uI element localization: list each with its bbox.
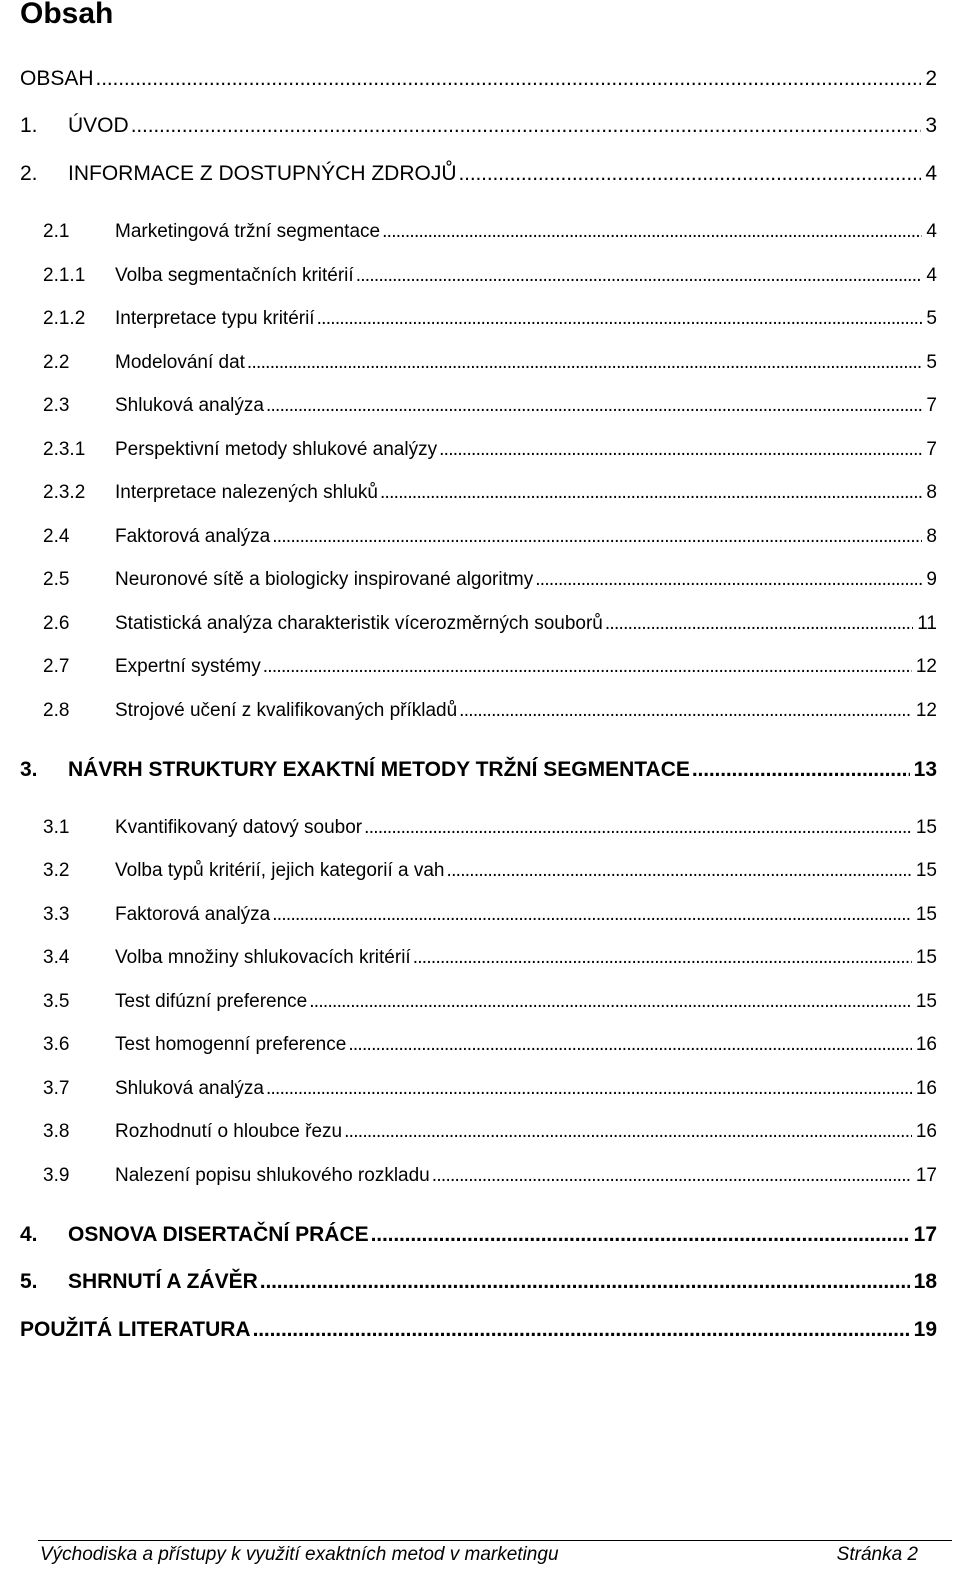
toc-leader-dots — [432, 1165, 912, 1187]
toc-entry[interactable] — [43, 1165, 937, 1195]
toc-entry[interactable] — [43, 1121, 937, 1151]
toc-leader-dots — [272, 904, 912, 926]
toc-entry[interactable] — [20, 114, 937, 144]
toc-entry-number: 2.5 — [43, 569, 70, 590]
toc-entry-page: 4 — [926, 221, 937, 242]
toc-entry-page: 19 — [913, 1318, 937, 1341]
toc-leader-dots — [247, 352, 923, 374]
toc-entry[interactable] — [43, 308, 937, 338]
toc-leader-dots — [413, 947, 912, 969]
toc-leader-dots — [266, 1078, 912, 1100]
toc-leader-dots — [96, 67, 922, 91]
toc-leader-dots — [459, 700, 912, 722]
toc-entry-label: Faktorová analýza — [115, 526, 271, 547]
toc-leader-dots — [348, 1034, 912, 1056]
toc-leader-dots — [260, 1270, 910, 1294]
toc-entry-page: 4 — [926, 265, 937, 286]
toc-entry-number: 3.2 — [43, 860, 70, 881]
toc-entry[interactable] — [43, 817, 937, 847]
toc-entry-page: 18 — [913, 1270, 937, 1293]
toc-entry-page: 15 — [915, 947, 937, 968]
toc-entry-page: 7 — [926, 395, 937, 416]
page-footer — [40, 1544, 918, 1566]
toc-entry[interactable] — [43, 860, 937, 890]
toc-entry-page: 17 — [913, 1223, 937, 1246]
toc-leader-dots — [266, 395, 922, 417]
toc-entry-page: 11 — [917, 613, 937, 634]
toc-entry-page: 8 — [926, 482, 937, 503]
toc-entry-number: 3.9 — [43, 1165, 70, 1186]
toc-entry-label: Nalezení popisu shlukového rozkladu — [115, 1165, 430, 1186]
toc-entry[interactable] — [20, 162, 937, 192]
toc-entry-number: 2.1 — [43, 221, 70, 242]
toc-leader-dots — [263, 656, 912, 678]
toc-entry-page: 13 — [913, 758, 937, 781]
toc-entry[interactable] — [43, 700, 937, 730]
toc-entry-page: 12 — [915, 656, 937, 677]
toc-leader-dots — [364, 817, 912, 839]
toc-leader-dots — [344, 1121, 912, 1143]
toc-entry-number: 2.4 — [43, 526, 70, 547]
toc-entry-number: 2.1.2 — [43, 308, 86, 329]
toc-leader-dots — [380, 482, 922, 504]
toc-entry-page: 16 — [915, 1034, 937, 1055]
toc-entry-number: 3.8 — [43, 1121, 70, 1142]
toc-entry-label: Statistická analýza charakteristik vícerozměrných souborů — [115, 613, 603, 634]
toc-entry-label: Rozhodnutí o hloubce řezu — [115, 1121, 343, 1142]
toc-entry-number: 4. — [20, 1223, 38, 1246]
toc-entry[interactable] — [43, 221, 937, 251]
toc-leader-dots — [371, 1223, 910, 1247]
toc-entry-number: 5. — [20, 1270, 38, 1293]
toc-entry-label: Interpretace nalezených shluků — [115, 482, 378, 503]
toc-entry[interactable] — [43, 439, 937, 469]
page-title: Obsah — [20, 0, 114, 30]
toc-entry[interactable] — [43, 656, 937, 686]
toc-entry-page: 3 — [925, 114, 937, 137]
toc-leader-dots — [253, 1318, 910, 1342]
toc-entry-label: Faktorová analýza — [115, 904, 271, 925]
toc-entry-label: Neuronové sítě a biologicky inspirované algoritmy — [115, 569, 534, 590]
toc-entry-page: 8 — [926, 526, 937, 547]
toc-entry[interactable] — [43, 991, 937, 1021]
toc-leader-dots — [382, 221, 922, 243]
toc-entry-number: 2.1.1 — [43, 265, 86, 286]
toc-entry[interactable] — [20, 67, 937, 97]
footer-page-number: Stránka 2 — [836, 1544, 918, 1565]
toc-entry-label: OSNOVA DISERTAČNÍ PRÁCE — [68, 1223, 369, 1246]
toc-leader-dots — [317, 308, 923, 330]
toc-entry-page: 17 — [915, 1165, 937, 1186]
toc-entry-page: 4 — [925, 162, 937, 185]
toc-entry-label: OBSAH — [20, 67, 94, 90]
toc-entry-page: 16 — [915, 1121, 937, 1142]
toc-entry-label: Test homogenní preference — [115, 1034, 347, 1055]
toc-entry-page: 15 — [915, 817, 937, 838]
toc-entry-label: INFORMACE Z DOSTUPNÝCH ZDROJŮ — [68, 162, 457, 185]
toc-leader-dots — [356, 265, 923, 287]
toc-entry-label: Test difúzní preference — [115, 991, 308, 1012]
toc-leader-dots — [439, 439, 922, 461]
toc-entry[interactable] — [43, 1034, 937, 1064]
toc-entry[interactable] — [43, 947, 937, 977]
toc-entry-page: 16 — [915, 1078, 937, 1099]
toc-entry-number: 3.4 — [43, 947, 70, 968]
toc-entry-label: POUŽITÁ LITERATURA — [20, 1318, 251, 1341]
toc-entry[interactable] — [43, 352, 937, 382]
toc-entry-label: Kvantifikovaný datový soubor — [115, 817, 363, 838]
toc-leader-dots — [605, 613, 913, 635]
toc-entry-number: 2.6 — [43, 613, 70, 634]
toc-leader-dots — [447, 860, 912, 882]
toc-entry[interactable] — [20, 1223, 937, 1253]
toc-entry[interactable] — [43, 395, 937, 425]
toc-entry-label: Marketingová tržní segmentace — [115, 221, 381, 242]
toc-entry[interactable] — [43, 904, 937, 934]
toc-leader-dots — [309, 991, 912, 1013]
toc-entry[interactable] — [43, 265, 937, 295]
toc-entry[interactable] — [20, 758, 937, 788]
toc-entry[interactable] — [43, 482, 937, 512]
toc-entry-number: 3.3 — [43, 904, 70, 925]
toc-entry-label: SHRNUTÍ A ZÁVĚR — [68, 1270, 258, 1293]
toc-entry-label: Volba množiny shlukovacích kritérií — [115, 947, 411, 968]
toc-leader-dots — [459, 162, 922, 186]
toc-entry-label: Volba typů kritérií, jejich kategorií a vah — [115, 860, 445, 881]
toc-entry[interactable] — [43, 569, 937, 599]
footer-document-title: Východiska a přístupy k využití exaktních metod v marketingu — [40, 1544, 559, 1565]
toc-entry[interactable] — [43, 526, 937, 556]
toc-entry-label: Modelování dat — [115, 352, 245, 373]
toc-leader-dots — [272, 526, 922, 548]
toc-entry-number: 3.5 — [43, 991, 70, 1012]
toc-leader-dots — [131, 114, 922, 138]
toc-entry-label: Shluková analýza — [115, 1078, 264, 1099]
toc-entry-label: Perspektivní metody shlukové analýzy — [115, 439, 438, 460]
toc-entry-label: Volba segmentačních kritérií — [115, 265, 354, 286]
toc-entry-page: 15 — [915, 860, 937, 881]
toc-entry[interactable] — [43, 1078, 937, 1108]
toc-entry-page: 15 — [915, 991, 937, 1012]
toc-entry-number: 2.2 — [43, 352, 70, 373]
toc-entry-page: 7 — [926, 439, 937, 460]
toc-entry-label: Interpretace typu kritérií — [115, 308, 315, 329]
toc-entry[interactable] — [43, 613, 937, 643]
toc-entry-page: 5 — [926, 308, 937, 329]
toc-entry-label: ÚVOD — [68, 114, 129, 137]
toc-leader-dots — [692, 758, 910, 782]
toc-entry-number: 1. — [20, 114, 38, 137]
toc-entry-number: 2.3.2 — [43, 482, 86, 503]
toc-entry-page: 15 — [915, 904, 937, 925]
toc-leader-dots — [535, 569, 922, 591]
toc-entry-page: 9 — [926, 569, 937, 590]
toc-entry-page: 5 — [926, 352, 937, 373]
toc-entry-number: 2.3 — [43, 395, 70, 416]
toc-entry-label: Strojové učení z kvalifikovaných příkladů — [115, 700, 458, 721]
footer-divider — [38, 1540, 952, 1541]
toc-entry-number: 2.3.1 — [43, 439, 86, 460]
toc-entry[interactable] — [20, 1270, 937, 1300]
toc-entry-number: 2.8 — [43, 700, 70, 721]
toc-entry-number: 2.7 — [43, 656, 70, 677]
toc-entry-number: 3. — [20, 758, 38, 781]
toc-entry-number: 3.1 — [43, 817, 70, 838]
toc-entry-page: 2 — [925, 67, 937, 90]
toc-entry-page: 12 — [915, 700, 937, 721]
toc-entry-number: 3.6 — [43, 1034, 70, 1055]
toc-entry[interactable] — [20, 1318, 937, 1348]
toc-entry-label: NÁVRH STRUKTURY EXAKTNÍ METODY TRŽNÍ SEGMENTACE — [68, 758, 690, 781]
toc-entry-label: Shluková analýza — [115, 395, 264, 416]
toc-entry-number: 2. — [20, 162, 38, 185]
toc-entry-label: Expertní systémy — [115, 656, 261, 677]
toc-entry-number: 3.7 — [43, 1078, 70, 1099]
